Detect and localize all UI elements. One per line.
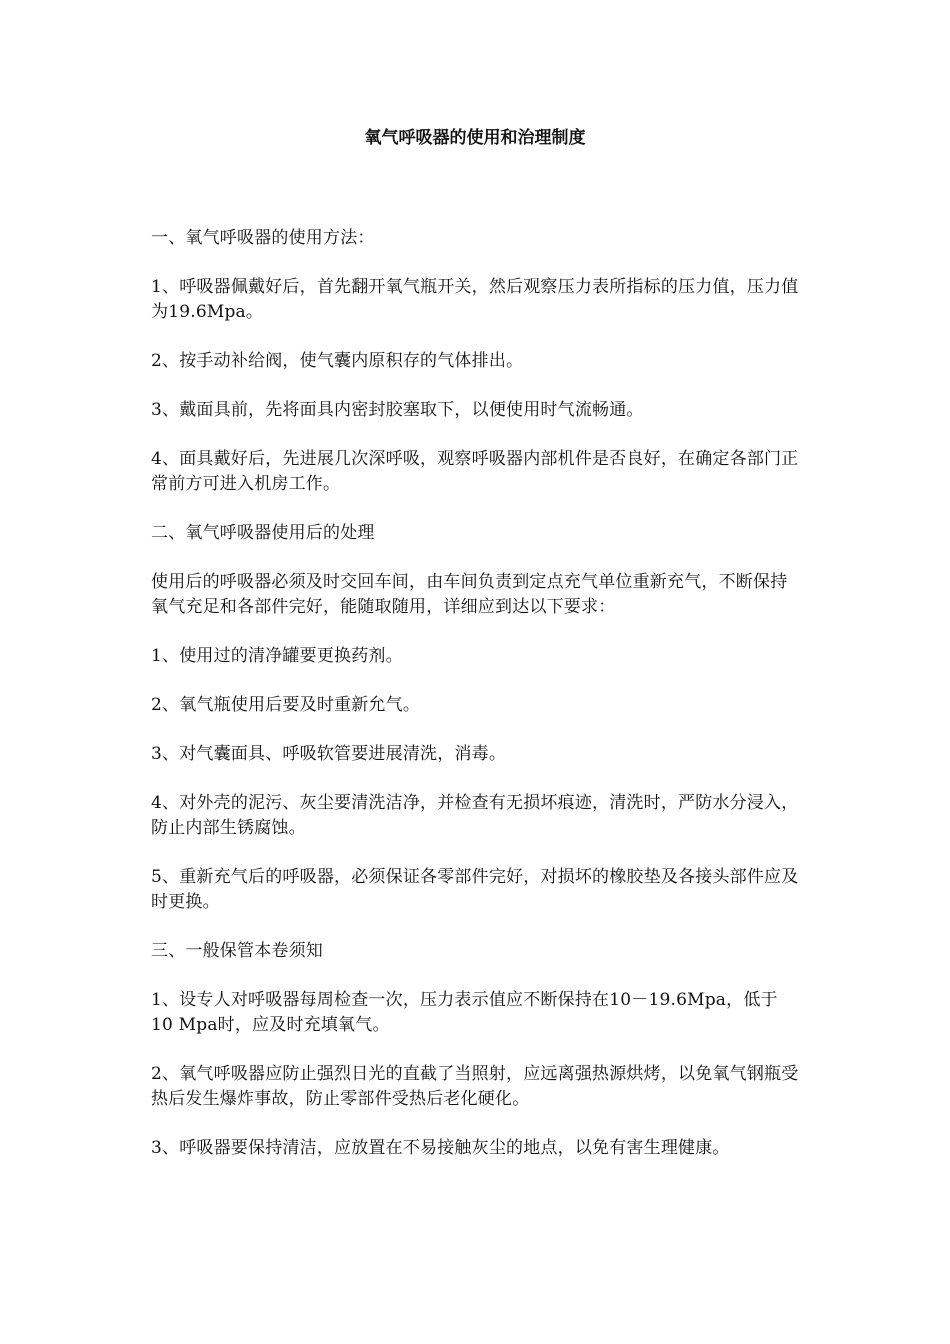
paragraph: 2、氧气呼吸器应防止强烈日光的直截了当照射，应远离强热源烘烤，以免氧气钢瓶受热后发生爆炸事故，防止零部件受热后老化硬化。	[151, 1064, 799, 1109]
paragraph: 1、呼吸器佩戴好后，首先翻开氧气瓶开关，然后观察压力表所指标的压力值，压力值为19.6Mpa。	[151, 277, 799, 322]
paragraph: 4、对外壳的泥污、灰尘要清洗洁净，并检查有无损坏痕迹，清洗时，严防水分浸入，防止内部生锈腐蚀。	[151, 793, 799, 838]
section-heading: 二、氧气呼吸器使用后的处理	[151, 523, 375, 543]
document-body	[151, 226, 799, 1185]
section-heading: 三、一般保管本卷须知	[151, 941, 323, 961]
paragraph: 使用后的呼吸器必须及时交回车间，由车间负责到定点充气单位重新充气，不断保持氧气充足和各部件完好，能随取随用，详细应到达以下要求：	[151, 572, 788, 617]
paragraph: 3、戴面具前，先将面具内密封胶塞取下，以便使用时气流畅通。	[151, 400, 644, 420]
paragraph: 1、使用过的清净罐要更换药剂。	[151, 646, 403, 666]
paragraph: 3、呼吸器要保持清洁，应放置在不易接触灰尘的地点，以免有害生理健康。	[151, 1138, 730, 1158]
paragraph: 5、重新充气后的呼吸器，必须保证各零部件完好，对损坏的橡胶垫及各接头部件应及时更换。	[151, 867, 799, 912]
paragraph: 2、氧气瓶使用后要及时重新允气。	[151, 695, 421, 715]
paragraph: 4、面具戴好后，先进展几次深呼吸，观察呼吸器内部机件是否良好，在确定各部门正常前方可进入机房工作。	[151, 449, 799, 494]
document-title: 氧气呼吸器的使用和治理制度	[364, 128, 586, 148]
paragraph: 1、设专人对呼吸器每周检查一次，压力表示值应不断保持在10－19.6Mpa，低于10 Mpa时，应及时充填氧气。	[151, 990, 778, 1035]
paragraph: 3、对气囊面具、呼吸软管要进展清洗，消毒。	[151, 744, 507, 764]
paragraph: 2、按手动补给阀，使气囊内原积存的气体排出。	[151, 351, 524, 371]
section-heading: 一、氧气呼吸器的使用方法：	[151, 228, 375, 248]
